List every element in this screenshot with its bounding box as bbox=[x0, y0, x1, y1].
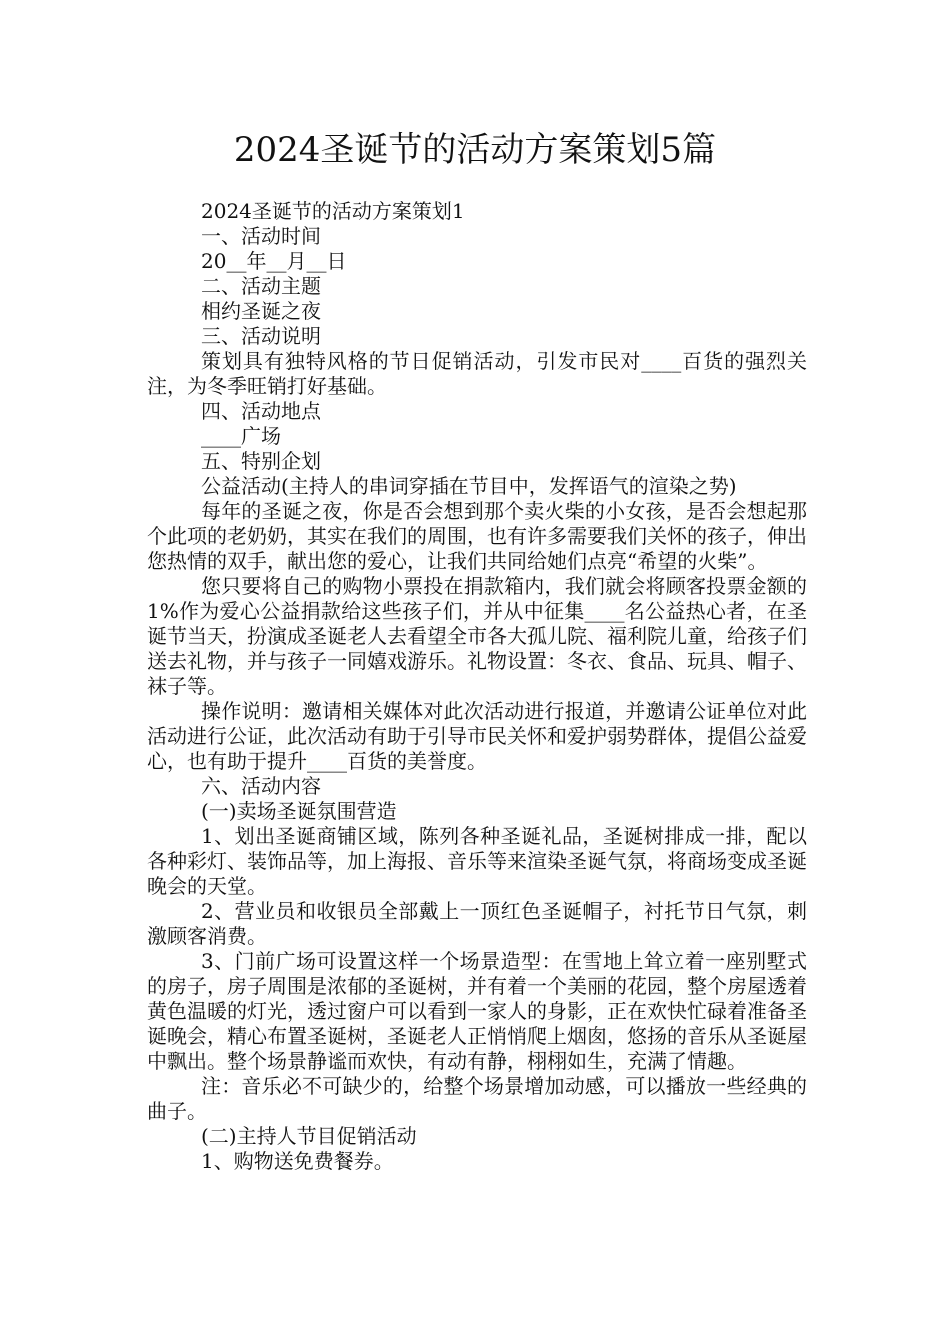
subsection-heading-atmosphere: (一)卖场圣诞氛围营造 bbox=[201, 799, 397, 823]
paragraph-charity: 公益活动(主持人的串词穿插在节目中，发挥语气的渲染之势) bbox=[201, 474, 737, 498]
document-title: 2024圣诞节的活动方案策划5篇 bbox=[233, 130, 717, 170]
paragraph-description: 策划具有独特风格的节日促销活动，引发市民对____百货的强烈关注，为冬季旺销打好基础。 bbox=[147, 349, 807, 398]
subtitle-paragraph: 2024圣诞节的活动方案策划1 bbox=[201, 199, 465, 223]
document-body bbox=[147, 199, 807, 1174]
paragraph-item-3: 3、门前广场可设置这样一个场景造型：在雪地上耸立着一座别墅式的房子，房子周围是浓郁的圣诞树，并有着一个美丽的花园，整个房屋透着黄色温暖的灯光，透过窗户可以看到一家人的身影，正在欢快忙碌着准备圣诞晚会，精心布置圣诞树，圣诞老人正悄悄爬上烟囱，悠扬的音乐从圣诞屋中飘出。整个场景静谧而欢快，有动有静，栩栩如生，充满了情趣。 bbox=[147, 949, 807, 1073]
paragraph-note: 注：音乐必不可缺少的，给整个场景增加动感，可以播放一些经典的曲子。 bbox=[147, 1074, 807, 1123]
paragraph-item-2: 2、营业员和收银员全部戴上一顶红色圣诞帽子，衬托节日气氛，刺激顾客消费。 bbox=[147, 899, 807, 948]
section-heading-description: 三、活动说明 bbox=[201, 324, 321, 348]
paragraph-donation: 您只要将自己的购物小票投在捐款箱内，我们就会将顾客投票金额的1%作为爱心公益捐款给这些孩子们，并从中征集____名公益热心者，在圣诞节当天，扮演成圣诞老人去看望全市各大孤儿院、福利院儿童，给孩子们送去礼物，并与孩子一同嬉戏游乐。礼物设置：冬衣、食品、玩具、帽子、袜子等。 bbox=[147, 574, 807, 698]
paragraph-location: ____广场 bbox=[201, 424, 281, 448]
paragraph-item-1: 1、划出圣诞商铺区域，陈列各种圣诞礼品，圣诞树排成一排，配以各种彩灯、装饰品等，加上海报、音乐等来渲染圣诞气氛，将商场变成圣诞晚会的天堂。 bbox=[147, 824, 807, 898]
section-heading-content: 六、活动内容 bbox=[201, 774, 321, 798]
paragraph-date: 20__年__月__日 bbox=[201, 249, 347, 273]
section-heading-location: 四、活动地点 bbox=[201, 399, 321, 423]
section-heading-special: 五、特别企划 bbox=[201, 449, 321, 473]
subsection-heading-host: (二)主持人节目促销活动 bbox=[201, 1124, 417, 1148]
section-heading-time: 一、活动时间 bbox=[201, 224, 321, 248]
paragraph-theme: 相约圣诞之夜 bbox=[201, 299, 321, 323]
paragraph-operation: 操作说明：邀请相关媒体对此次活动进行报道，并邀请公证单位对此活动进行公证，此次活动有助于引导市民关怀和爱护弱势群体，提倡公益爱心，也有助于提升____百货的美誉度。 bbox=[147, 699, 807, 773]
section-heading-theme: 二、活动主题 bbox=[201, 274, 321, 298]
paragraph-christmas-eve: 每年的圣诞之夜，你是否会想到那个卖火柴的小女孩，是否会想起那个此项的老奶奶，其实在我们的周围，也有许多需要我们关怀的孩子，伸出您热情的双手，献出您的爱心，让我们共同给她们点亮“希望的火柴”。 bbox=[147, 499, 807, 573]
paragraph-host-item-1: 1、购物送免费餐券。 bbox=[201, 1149, 394, 1173]
